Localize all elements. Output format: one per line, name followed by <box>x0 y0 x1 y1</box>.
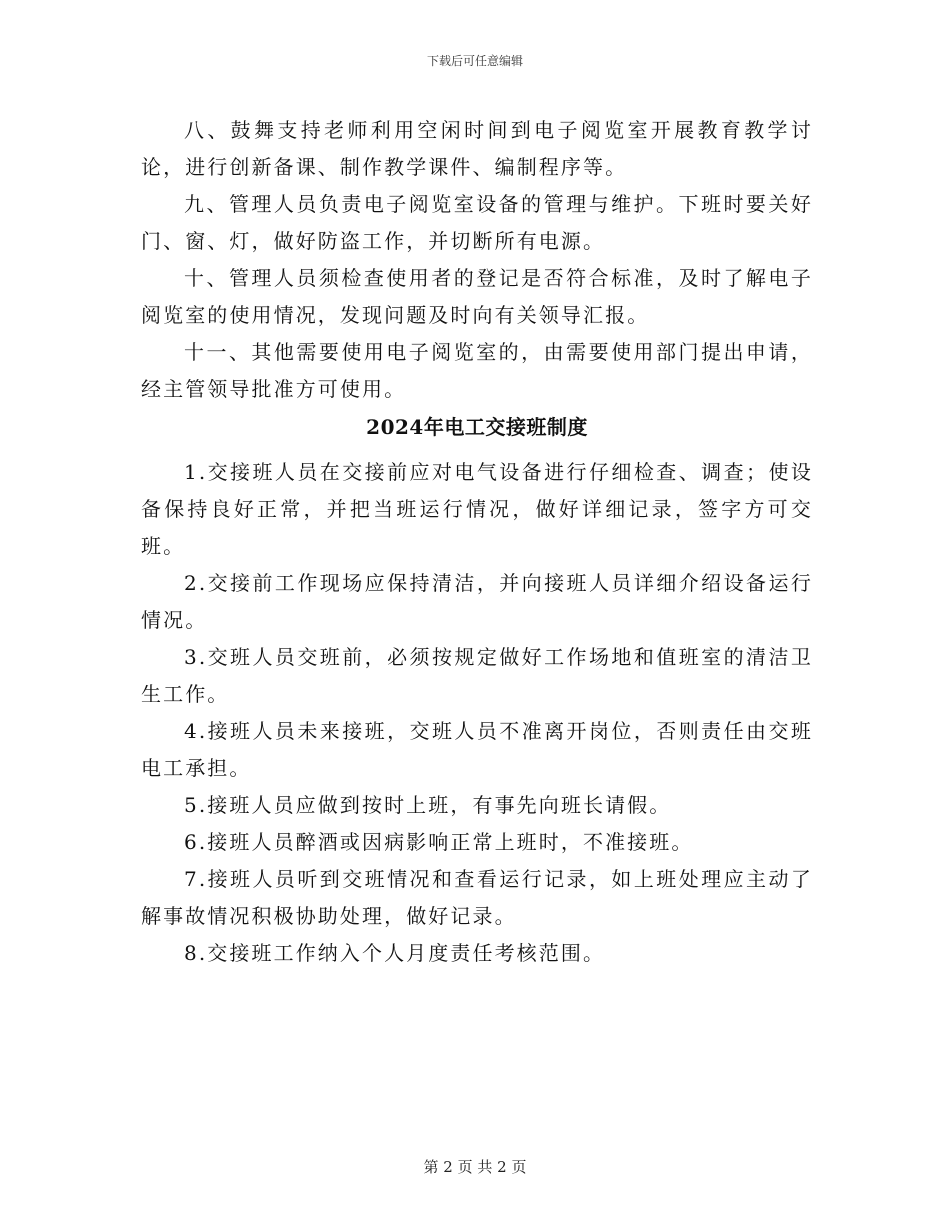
document-body <box>141 112 813 972</box>
rule-paragraph-9: 九、管理人员负责电子阅览室设备的管理与维护。下班时要关好门、窗、灯，做好防盗工作，并切断所有电源。 <box>141 192 813 253</box>
section-title: 2024年电工交接班制度 <box>366 415 588 439</box>
section-item-3: 3.交班人员交班前，必须按规定做好工作场地和值班室的清洁卫生工作。 <box>141 645 813 706</box>
page-header-note: 下载后可任意编辑 <box>426 54 523 68</box>
rule-paragraph-11: 十一、其他需要使用电子阅览室的，由需要使用部门提出申请，经主管领导批准方可使用。 <box>141 340 813 401</box>
section-item-4: 4.接班人员未来接班，交班人员不准离开岗位，否则责任由交班电工承担。 <box>141 719 813 780</box>
rule-paragraph-8: 八、鼓舞支持老师利用空闲时间到电子阅览室开展教育教学讨论，进行创新备课、制作教学课件、编制程序等。 <box>141 118 813 179</box>
section-item-6: 6.接班人员醉酒或因病影响正常上班时，不准接班。 <box>184 830 694 854</box>
section-item-5: 5.接班人员应做到按时上班，有事先向班长请假。 <box>184 793 672 817</box>
rule-paragraph-10: 十、管理人员须检查使用者的登记是否符合标准，及时了解电子阅览室的使用情况，发现问题及时向有关领导汇报。 <box>141 266 813 327</box>
section-item-8: 8.交接班工作纳入个人月度责任考核范围。 <box>184 941 606 965</box>
section-item-1: 1.交接班人员在交接前应对电气设备进行仔细检查、调查；使设备保持良好正常，并把当班运行情况，做好详细记录，签字方可交班。 <box>141 460 813 558</box>
section-item-7: 7.接班人员听到交班情况和查看运行记录，如上班处理应主动了解事故情况积极协助处理，做好记录。 <box>141 867 813 928</box>
page-number-footer: 第 2 页 共 2 页 <box>423 1158 527 1176</box>
section-item-2: 2.交接前工作现场应保持清洁，并向接班人员详细介绍设备运行情况。 <box>141 571 813 632</box>
